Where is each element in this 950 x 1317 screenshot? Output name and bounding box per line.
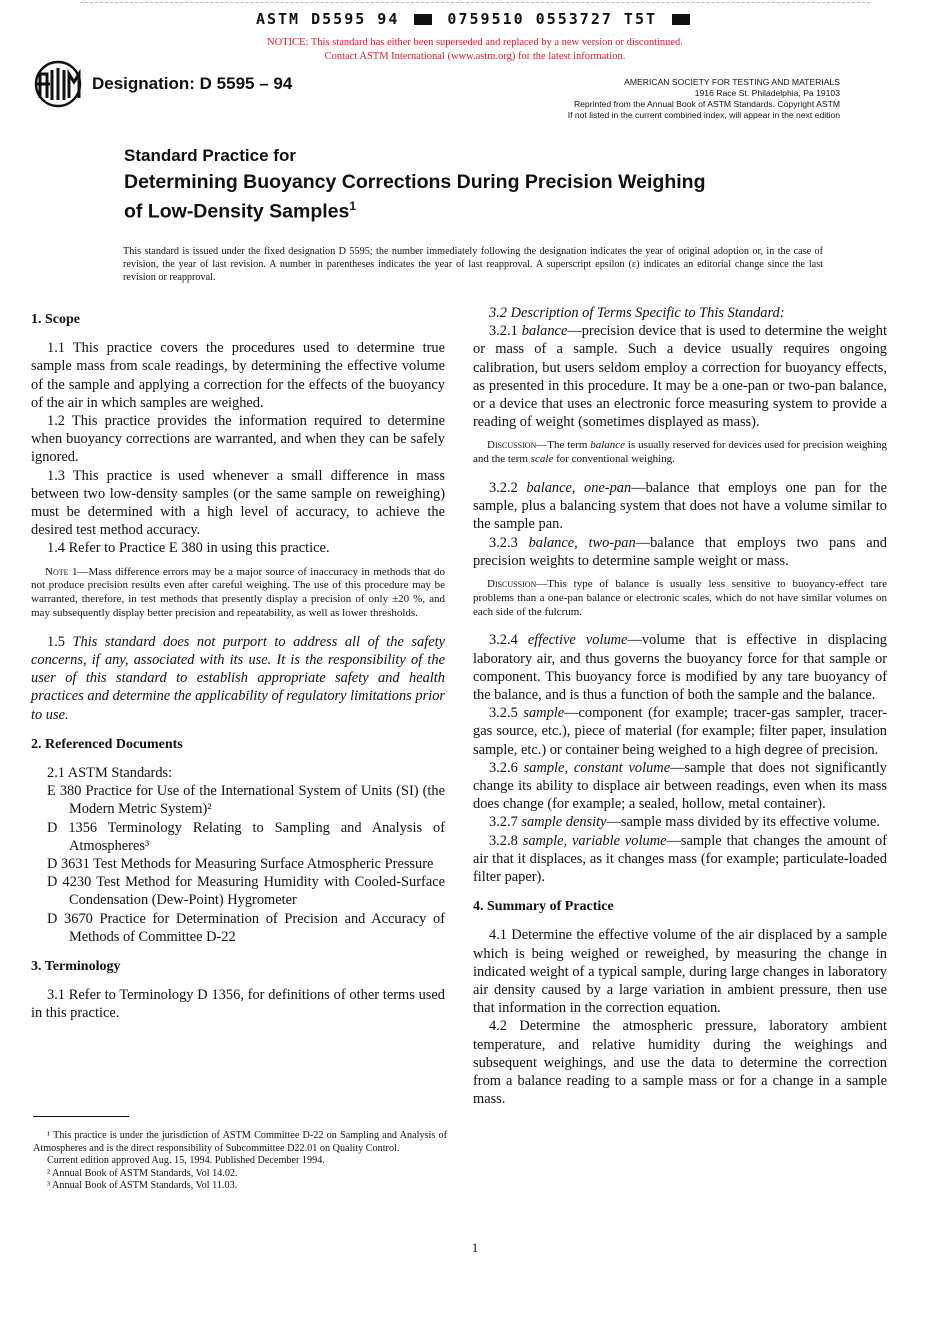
definition-term: balance, two-pan	[528, 534, 636, 551]
definition-text: —component (for example; tracer-gas sampler, tracer-gas source, etc.), piece of material (for example; filter paper, insulation sample, etc.) or container being weighed to a high degree of precision.	[473, 705, 887, 758]
definition-balance-one-pan	[473, 479, 887, 534]
discussion-label: Discussion	[487, 439, 537, 452]
definition-number: 3.2.6	[489, 759, 518, 776]
reference-d3631: D 3631 Test Methods for Measuring Surface Atmospheric Pressure	[47, 856, 434, 873]
document-id-line	[0, 10, 950, 28]
notice-line-1: NOTICE: This standard has either been superseded and replaced by a new version or discontinued.	[267, 37, 683, 48]
section-heading-referenced-documents: 2. Referenced Documents	[31, 736, 183, 752]
society-block	[510, 77, 840, 121]
top-rule	[80, 2, 870, 4]
definition-text: —balance that employs one pan for the sample, plus a balancing system that does not have a volume similar to the sample pan.	[473, 480, 887, 533]
discussion-1	[473, 439, 887, 467]
paragraph-2-1: 2.1 ASTM Standards:	[47, 765, 173, 782]
note-1-text: 1—Mass difference errors may be a major source of inaccuracy in methods that do not produce precision results even after careful weighing. The use of this procedure may be warranted, therefore, in test methods that presently display a precision of only ±20 %, and may subsequently display better precision and repeatability, as well as lower thresholds.	[31, 565, 445, 620]
black-block-mark	[414, 14, 432, 25]
discussion-text: is usually reserved for devices used for precision weighing and the term	[473, 439, 887, 466]
document-title	[124, 170, 844, 224]
black-block-mark	[672, 14, 690, 25]
document-id-left: ASTM D5595 94	[255, 10, 400, 28]
page-number: 1	[471, 1240, 479, 1255]
discussion-text: —This type of balance is usually less sensitive to buoyancy-effect tare problems than a one-pan balance or electronic scales, which do not have similar volumes on each side of the fulcrum.	[473, 578, 887, 618]
definition-term: balance, one-pan	[526, 480, 632, 497]
reference-d1356: D 1356 Terminology Relating to Sampling and Analysis of Atmospheres³	[47, 819, 445, 854]
issued-statement: This standard is issued under the fixed designation D 5595; the number immediately following the designation indicates the year of original adoption or, in the case of revision, the year of last revision. A number in parentheses indicates the year of last reapproval. A superscript epsilon (ε) indicates an editorial change since the last revision or reapproval.	[123, 246, 823, 283]
paragraph-4-1: 4.1 Determine the effective volume of the air displaced by a sample which is being weighed or reweighed, by measuring the change in indicated weight of a typical sample, during large changes in laboratory air density caused by a large variation in ambient pressure, then use that information in the correction equation.	[473, 927, 887, 1017]
paragraph-1-5-number: 1.5	[47, 633, 65, 650]
definition-text: —sample that does not significantly change its ability to displace air between readings, even when its mass does change (for example; a sealed, hollow, metal container).	[473, 759, 888, 813]
discussion-term: balance	[590, 439, 626, 452]
paragraph-1-4: 1.4 Refer to Practice E 380 in using this practice.	[47, 540, 330, 557]
definition-sample-variable-volume	[473, 832, 887, 887]
edition-note: If not listed in the current combined index, will appear in the next edition	[567, 110, 840, 120]
footnote-1: ¹ This practice is under the jurisdiction of ASTM Committee D-22 on Sampling and Analysis of Atmospheres and is the direct responsibility of Subcommittee D22.01 on Quality Control.	[33, 1130, 447, 1154]
title-line-2	[124, 194, 844, 224]
note-label: Note	[45, 565, 69, 578]
definition-sample-constant-volume	[473, 759, 887, 814]
astm-logo-icon	[30, 60, 86, 108]
definition-term: sample, constant volume	[523, 759, 671, 776]
definition-number: 3.2.2	[489, 480, 518, 497]
reference-d3670: D 3670 Practice for Determination of Precision and Accuracy of Methods of Committee D-22	[47, 910, 445, 945]
definition-number: 3.2.5	[489, 705, 518, 722]
definition-number: 3.2.3	[489, 534, 518, 551]
designation: Designation: D 5595 – 94	[92, 74, 293, 93]
footnotes	[33, 1130, 447, 1193]
title-line-2-text: of Low-Density Samples	[124, 200, 350, 223]
definition-text: —balance that employs two pans and precision weights to determine sample weight or mass.	[473, 534, 887, 569]
definition-balance-two-pan	[473, 534, 887, 570]
discussion-2	[473, 578, 887, 619]
footnote-3: ³ Annual Book of ASTM Standards, Vol 11.03.	[47, 1180, 238, 1192]
discussion-text: —The term	[536, 439, 591, 452]
definition-balance	[473, 322, 887, 431]
title-prefix: Standard Practice for	[124, 146, 296, 165]
title-footnote-marker: 1	[349, 199, 357, 213]
left-column	[31, 311, 445, 1023]
paragraph-3-1: 3.1 Refer to Terminology D 1356, for definitions of other terms used in this practice.	[31, 987, 445, 1022]
definition-term: effective volume	[527, 632, 628, 649]
footnote-rule	[33, 1116, 129, 1117]
definition-text: —precision device that is used to determine the weight or mass of a sample. Such a device usually requires ongoing calibration, but users seldom employ a correction for buoyancy effects, as presented in this procedure. It may be a one-pan or two-pan balance, or a device that uses an electronic force measuring system to provide a reading of weight (sometimes displayed as mass).	[473, 323, 887, 431]
discussion-term: scale	[530, 453, 554, 466]
paragraph-1-3: 1.3 This practice is used whenever a small difference in mass between two low-density samples (or the same sample on reweighing) must be determined with a high level of accuracy, to achieve the desired test method accuracy.	[31, 467, 445, 539]
paragraph-4-2: 4.2 Determine the atmospheric pressure, laboratory ambient temperature, and relative humidity during the weighings and subsequent weighings, and use the data to determine the correction from a balance reading to a sample mass or for a change in a sample mass.	[473, 1018, 887, 1108]
society-name: AMERICAN SOCIETY FOR TESTING AND MATERIALS	[624, 77, 840, 87]
definition-effective-volume	[473, 631, 887, 704]
definition-text: —sample that changes the amount of air that it displaces, as it changes mass (for example; particulate-loaded filter paper).	[473, 832, 887, 886]
footnote-1-edition: Current edition approved Aug. 15, 1994. Published December 1994.	[47, 1155, 325, 1167]
document-id-right: 0759510 0553727 T5T	[447, 10, 658, 28]
paragraph-1-5-text: This standard does not purport to address all of the safety concerns, if any, associated with its use. It is the responsibility of the user of this standard to establish appropriate safety and health practices and determine the applicability of regulatory limitations prior to use.	[31, 633, 445, 723]
definition-term: sample	[523, 705, 565, 722]
footnote-2: ² Annual Book of ASTM Standards, Vol 14.02.	[47, 1167, 238, 1179]
paragraph-1-2: 1.2 This practice provides the information required to determine when buoyancy corrections are warranted, and when they can be safely ignored.	[31, 413, 445, 466]
reprint-note: Reprinted from the Annual Book of ASTM Standards. Copyright ASTM	[573, 99, 840, 109]
discussion-text: for conventional weighing.	[553, 453, 675, 466]
definition-term: sample density	[521, 814, 607, 831]
notice-line-2: Contact ASTM International (www.astm.org) for the latest information.	[324, 51, 626, 62]
right-column	[473, 304, 887, 1109]
note-1	[31, 566, 445, 621]
reference-d4230: D 4230 Test Method for Measuring Humidity with Cooled-Surface Condensation (Dew-Point) Hygrometer	[47, 874, 445, 909]
definition-number: 3.2.4	[489, 632, 518, 649]
reference-e380: E 380 Practice for Use of the International System of Units (SI) (the Modern Metric System)²	[47, 783, 445, 818]
definition-text: —volume that is effective in displacing laboratory air, and thus governs the buoyancy force for that sample or component. This buoyancy force is modified by any tare buoyancy of the balance, and is thus a function of both the sample and the balance.	[473, 632, 887, 704]
society-address: 1916 Race St. Philadelphia, Pa 19103	[694, 88, 840, 98]
definition-term: balance	[521, 323, 568, 340]
definition-term: sample, variable volume	[522, 832, 667, 849]
paragraph-1-1: 1.1 This practice covers the procedures used to determine true sample mass from scale readings, by determining the effective volume of the sample and applying a correction for the effects of the buoyancy of the air in which samples are weighed.	[31, 340, 445, 411]
definition-sample	[473, 704, 887, 759]
title-line-1: Determining Buoyancy Corrections During Precision Weighing	[124, 171, 706, 193]
paragraph-3-2: 3.2 Description of Terms Specific to This Standard:	[489, 305, 785, 321]
section-heading-summary: 4. Summary of Practice	[473, 899, 614, 915]
section-heading-terminology: 3. Terminology	[31, 959, 121, 975]
section-heading-scope: 1. Scope	[31, 312, 80, 327]
definition-number: 3.2.8	[489, 832, 518, 849]
definition-number: 3.2.1	[489, 323, 518, 340]
definition-sample-density	[473, 813, 887, 831]
definition-number: 3.2.7	[489, 814, 518, 831]
paragraph-1-5	[31, 633, 445, 724]
definition-text: —sample mass divided by its effective volume.	[606, 814, 881, 831]
discussion-label: Discussion	[487, 578, 537, 591]
